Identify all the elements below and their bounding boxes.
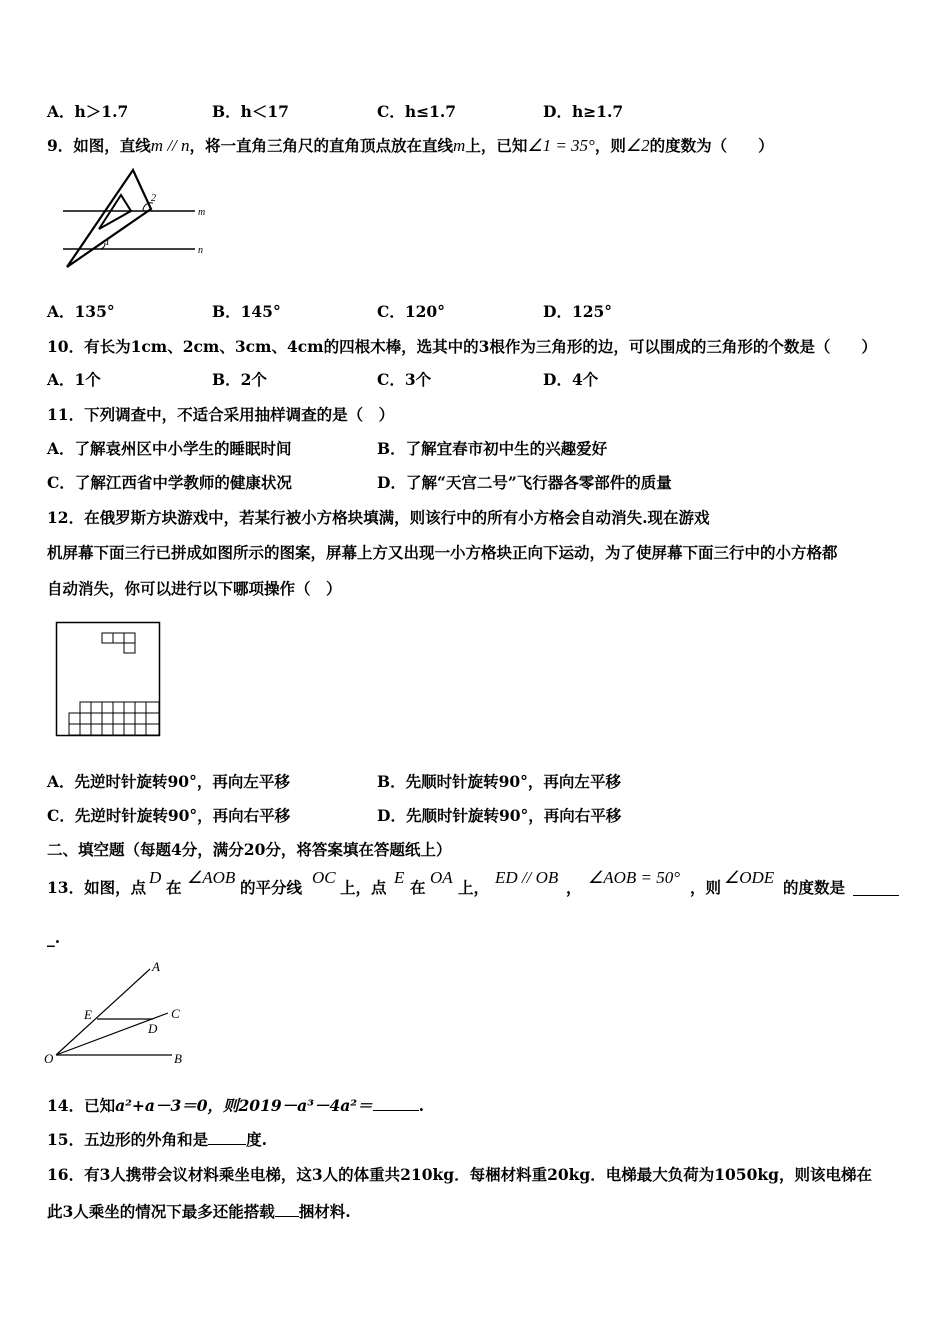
q10-option-b: B．2个 <box>212 370 267 389</box>
label-2: 2 <box>151 193 156 204</box>
q9-option-a: A．135° <box>47 302 115 321</box>
q12-option-c: C．先逆时针旋转90°，再向右平移 <box>47 806 291 825</box>
q10-option-c: C．3个 <box>377 370 432 389</box>
q10-option-a: A．1个 <box>47 370 101 389</box>
q9-text-5: 的度数为（ ） <box>649 136 774 155</box>
q11-option-b: B．了解宜春市初中生的兴趣爱好 <box>377 439 608 458</box>
q16-text-b: 捆材料. <box>298 1202 351 1221</box>
q9-text-4: ，则 <box>594 136 626 155</box>
q9-math-angle1: ∠1 = 35° <box>527 136 595 155</box>
q13-math-ode: ∠ODE <box>724 868 775 887</box>
label-b: B <box>174 1051 182 1066</box>
label-d: D <box>148 1021 158 1036</box>
q15-text-1: 15．五边形的外角和是 <box>47 1130 209 1149</box>
q11-option-d: D．了解“天宫二号”飞行器各零部件的质量 <box>377 473 672 492</box>
q13-text-3: 的平分线 <box>240 878 303 897</box>
q13-math-d: D <box>149 868 162 887</box>
label-o: O <box>44 1051 54 1066</box>
q12-option-d: D．先顺时针旋转90°，再向右平移 <box>377 806 622 825</box>
q8-option-a: A．h＞1.7 <box>47 102 129 121</box>
q13-text-4: 上，点 <box>340 878 387 897</box>
q16-stem-line2 <box>47 1202 351 1222</box>
q12-figure <box>55 621 163 739</box>
q9-option-b: B．145° <box>212 302 281 321</box>
falling-block <box>102 633 135 653</box>
q16-text-a: 此3人乘坐的情况下最多还能搭载 <box>47 1202 275 1221</box>
q9-figure <box>55 165 220 275</box>
q12-option-b: B．先顺时针旋转90°，再向左平移 <box>377 772 621 791</box>
q14-stem <box>47 1096 424 1116</box>
q13-math-aob: ∠AOB <box>187 868 236 887</box>
q14-answer-blank[interactable] <box>373 1096 419 1111</box>
q9-math-parallel: m // n <box>150 136 190 155</box>
q13-math-oc: OC <box>312 868 336 887</box>
q14-text-3: . <box>418 1096 425 1115</box>
q15-stem <box>47 1130 267 1150</box>
q9-option-c: C．120° <box>377 302 445 321</box>
game-screen <box>57 623 160 736</box>
q16-answer-blank[interactable] <box>275 1202 299 1217</box>
q9-stem <box>47 136 774 156</box>
label-c: C <box>171 1006 180 1021</box>
q13-text-2: 在 <box>166 878 182 897</box>
q13-math-oa: OA <box>430 868 453 887</box>
q9-text-1: 9．如图，直线 <box>47 136 151 155</box>
q11-option-a: A．了解袁州区中小学生的睡眠时间 <box>47 439 292 458</box>
q13-math-parallel: ED // OB <box>495 868 559 887</box>
q8-option-d: D．h≥1.7 <box>543 102 624 121</box>
q13-tail: _. <box>47 928 61 947</box>
q13-answer-blank[interactable] <box>853 881 899 896</box>
q14-text-1: 14．已知 <box>47 1096 116 1115</box>
filled-rows <box>69 702 159 735</box>
q11-option-c: C．了解江西省中学教师的健康状况 <box>47 473 292 492</box>
q9-option-d: D．125° <box>543 302 613 321</box>
q10-option-d: D．4个 <box>543 370 599 389</box>
q9-text-2: ，将一直角三角尺的直角顶点放在直线 <box>189 136 454 155</box>
q14-equation: a²+a－3＝0，则2019－a³－4a²＝ <box>115 1096 373 1115</box>
q13-text-7: ， <box>566 878 582 897</box>
q10-stem: 10．有长为1cm、2cm、3cm、4cm的四根木棒，选其中的3根作为三角形的边，可以围成的三角形的个数是（ ） <box>47 337 877 356</box>
label-n: n <box>198 245 203 256</box>
q12-stem-line3: 自动消失，你可以进行以下哪项操作（ ） <box>47 579 342 598</box>
q13-math-angle: ∠AOB = 50° <box>588 868 681 887</box>
q9-math-m: m <box>453 136 466 155</box>
q12-option-a: A．先逆时针旋转90°，再向左平移 <box>47 772 290 791</box>
q16-stem-line1: 16．有3人携带会议材料乘坐电梯，这3人的体重共210kg．每梱材料重20kg．电梯最大负荷为1050kg，则该电梯在 <box>47 1165 872 1184</box>
ray-oa <box>56 969 150 1055</box>
q8-option-b: B．h＜17 <box>212 102 289 121</box>
label-a: A <box>152 959 160 974</box>
q12-stem-line1: 12．在俄罗斯方块游戏中，若某行被小方格块填满，则该行中的所有小方格会自动消失.现在游戏 <box>47 508 710 527</box>
q9-text-3: 上，已知 <box>465 136 528 155</box>
q13-text-1: 13．如图，点 <box>47 878 147 897</box>
q8-option-c: C．h≤1.7 <box>377 102 457 121</box>
q13-figure <box>40 955 200 1070</box>
section-2-title: 二、填空题（每题4分，满分20分，将答案填在答题纸上） <box>47 840 452 859</box>
q15-answer-blank[interactable] <box>208 1130 246 1145</box>
label-1: 1 <box>105 237 110 248</box>
q13-text-6: 上， <box>458 878 490 897</box>
label-m: m <box>198 207 206 218</box>
q13-text-9: 的度数是 <box>783 878 846 897</box>
q13-text-5: 在 <box>410 878 426 897</box>
q13-math-e: E <box>394 868 405 887</box>
label-e: E <box>84 1007 92 1022</box>
q12-stem-line2: 机屏幕下面三行已拼成如图所示的图案，屏幕上方又出现一小方格块正向下运动，为了使屏幕下面三行中的小方格都 <box>47 543 838 562</box>
triangle-ruler-outer <box>67 170 151 267</box>
q15-text-2: 度. <box>246 1130 267 1149</box>
q13-text-8: ，则 <box>690 878 722 897</box>
q11-stem: 11．下列调查中，不适合采用抽样调查的是（ ） <box>47 405 395 424</box>
q9-math-angle2: ∠2 <box>625 136 650 155</box>
